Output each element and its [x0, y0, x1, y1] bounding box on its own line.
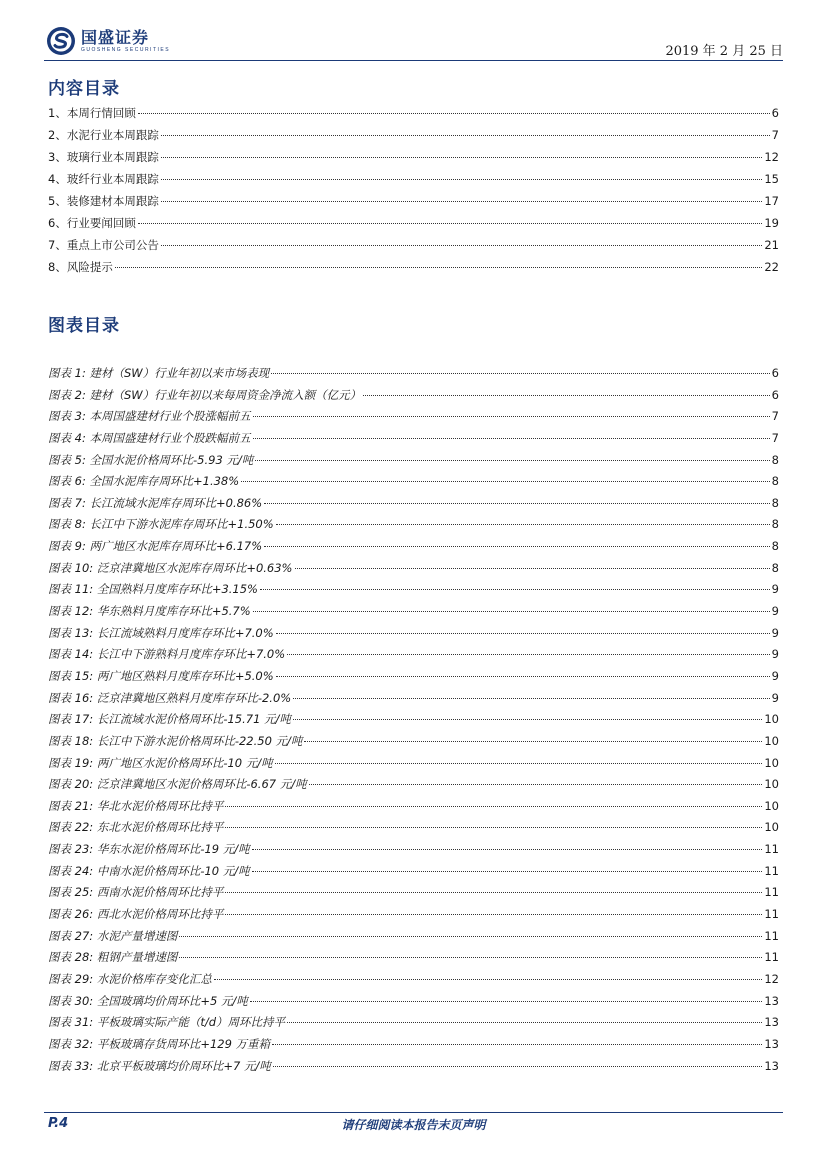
- figure-entry-page: 10: [764, 755, 779, 770]
- figures-list: [48, 365, 779, 1079]
- figure-entry-page: 8: [771, 495, 779, 510]
- figure-entry-label: 图表 25: 西南水泥价格周环比持平: [48, 885, 224, 900]
- figure-entry[interactable]: [48, 863, 779, 885]
- figure-entry[interactable]: [48, 581, 779, 603]
- dot-leader: [309, 784, 763, 785]
- dot-leader: [253, 416, 770, 417]
- dot-leader: [287, 1022, 762, 1023]
- figure-entry[interactable]: [48, 971, 779, 993]
- contents-entry-label: 1、本周行情回顾: [48, 106, 136, 120]
- figure-entry-page: 9: [771, 604, 779, 619]
- figure-entry[interactable]: [48, 690, 779, 712]
- contents-entry[interactable]: [48, 127, 779, 149]
- figure-entry-label: 图表 1: 建材（SW）行业年初以来市场表现: [48, 366, 270, 380]
- figure-entry-page: 13: [764, 993, 779, 1008]
- contents-entry-page: 21: [764, 238, 779, 252]
- dot-leader: [161, 135, 770, 136]
- figure-entry-label: 图表 12: 华东熟料月度库存环比+5.7%: [48, 604, 251, 619]
- dot-leader: [252, 849, 763, 850]
- figure-entry-page: 9: [771, 647, 779, 662]
- contents-entry-page: 12: [764, 150, 779, 164]
- figure-entry[interactable]: [48, 516, 779, 538]
- figure-entry-label: 图表 32: 平板玻璃存货周环比+129 万重箱: [48, 1036, 271, 1051]
- figure-entry[interactable]: [48, 1036, 779, 1058]
- contents-entry[interactable]: [48, 259, 779, 281]
- figure-entry-page: 11: [764, 842, 779, 857]
- figure-entry[interactable]: [48, 668, 779, 690]
- contents-entry-page: 17: [764, 194, 779, 208]
- footer-disclaimer: 请仔细阅读本报告末页声明: [341, 1118, 486, 1132]
- figure-entry[interactable]: [48, 884, 779, 906]
- dot-leader: [253, 611, 770, 612]
- figure-entry-label: 图表 11: 全国熟料月度库存环比+3.15%: [48, 582, 258, 597]
- figure-entry[interactable]: [48, 625, 779, 647]
- figure-entry-page: 13: [764, 1058, 779, 1073]
- contents-entry-page: 7: [771, 128, 779, 142]
- figure-entry[interactable]: [48, 841, 779, 863]
- dot-leader: [179, 957, 762, 958]
- figure-entry[interactable]: [48, 949, 779, 971]
- figure-entry[interactable]: [48, 408, 779, 430]
- dot-leader: [363, 395, 770, 396]
- dot-leader: [252, 871, 763, 872]
- contents-entry-label: 2、水泥行业本周跟踪: [48, 128, 159, 142]
- dot-leader: [161, 245, 763, 246]
- figure-entry-label: 图表 20: 泛京津冀地区水泥价格周环比-6.67 元/吨: [48, 777, 307, 792]
- figure-entry-label: 图表 33: 北京平板玻璃均价周环比+7 元/吨: [48, 1058, 271, 1073]
- figure-entry-page: 11: [764, 907, 779, 922]
- figure-entry-label: 图表 26: 西北水泥价格周环比持平: [48, 907, 224, 922]
- dot-leader: [260, 589, 770, 590]
- dot-leader: [225, 892, 762, 893]
- contents-title: 内容目录: [48, 79, 120, 99]
- figure-entry[interactable]: [48, 646, 779, 668]
- figure-entry-label: 图表 13: 长江流域熟料月度库存环比+7.0%: [48, 625, 274, 640]
- figure-entry-label: 图表 16: 泛京津冀地区熟料月度库存环比-2.0%: [48, 690, 292, 705]
- contents-entry[interactable]: [48, 105, 779, 127]
- figure-entry-page: 10: [764, 820, 779, 835]
- dot-leader: [264, 503, 770, 504]
- figure-entry-page: 9: [771, 668, 779, 683]
- figure-entry-label: 图表 30: 全国玻璃均价周环比+5 元/吨: [48, 993, 248, 1008]
- figure-entry-page: 13: [764, 1015, 779, 1030]
- figure-entry-page: 8: [771, 452, 779, 467]
- figure-entry-page: 10: [764, 712, 779, 727]
- dot-leader: [225, 827, 762, 828]
- dot-leader: [275, 763, 763, 764]
- figure-entry-label: 图表 8: 长江中下游水泥库存周环比+1.50%: [48, 517, 274, 532]
- contents-entry-label: 3、玻璃行业本周跟踪: [48, 150, 159, 164]
- dot-leader: [272, 1044, 762, 1045]
- contents-entry[interactable]: [48, 237, 779, 259]
- figure-entry-label: 图表 22: 东北水泥价格周环比持平: [48, 820, 224, 835]
- figure-entry-page: 9: [771, 625, 779, 640]
- dot-leader: [161, 201, 763, 202]
- figure-entry[interactable]: [48, 495, 779, 517]
- figure-entry[interactable]: [48, 711, 779, 733]
- figure-entry-page: 10: [764, 798, 779, 813]
- figure-entry[interactable]: [48, 1058, 779, 1080]
- contents-entry-label: 6、行业要闻回顾: [48, 216, 136, 230]
- figure-entry-label: 图表 19: 两广地区水泥价格周环比-10 元/吨: [48, 755, 273, 770]
- figure-entry-page: 8: [771, 474, 779, 489]
- brand-name-cn: 国盛证券: [81, 27, 150, 47]
- figure-entry[interactable]: [48, 906, 779, 928]
- figure-entry-label: 图表 18: 长江中下游水泥价格周环比-22.50 元/吨: [48, 733, 303, 748]
- dot-leader: [241, 481, 770, 482]
- figure-entry-label: 图表 29: 水泥价格库存变化汇总: [48, 971, 212, 986]
- contents-list: [48, 105, 779, 281]
- dot-leader: [138, 223, 763, 224]
- brand-logo-icon: [46, 26, 76, 56]
- figure-entry-page: 11: [764, 928, 779, 943]
- dot-leader: [293, 698, 769, 699]
- figure-entry-page: 9: [771, 582, 779, 597]
- figure-entry-page: 9: [771, 690, 779, 705]
- figure-entry-label: 图表 7: 长江流域水泥库存周环比+0.86%: [48, 495, 263, 510]
- dot-leader: [293, 719, 762, 720]
- figure-entry-page: 8: [771, 560, 779, 575]
- figure-entry[interactable]: [48, 1014, 779, 1036]
- figure-entry-label: 图表 10: 泛京津冀地区水泥库存周环比+0.63%: [48, 560, 293, 575]
- figure-entry[interactable]: [48, 776, 779, 798]
- figure-entry-label: 图表 14: 长江中下游熟料月度库存环比+7.0%: [48, 647, 286, 662]
- figure-entry-label: 图表 24: 中南水泥价格周环比-10 元/吨: [48, 863, 250, 878]
- dot-leader: [255, 460, 769, 461]
- figure-entry-page: 13: [764, 1036, 779, 1051]
- figure-entry-page: 6: [771, 387, 779, 402]
- contents-entry-page: 15: [764, 172, 779, 186]
- dot-leader: [273, 1066, 763, 1067]
- figure-entry-page: 10: [764, 777, 779, 792]
- dot-leader: [271, 373, 770, 374]
- dot-leader: [276, 676, 770, 677]
- figure-entry-label: 图表 23: 华东水泥价格周环比-19 元/吨: [48, 842, 250, 857]
- figure-entry-page: 8: [771, 539, 779, 554]
- contents-entry[interactable]: [48, 171, 779, 193]
- figure-entry[interactable]: [48, 993, 779, 1015]
- contents-entry-label: 7、重点上市公司公告: [48, 238, 159, 252]
- figure-entry-page: 6: [771, 366, 779, 380]
- dot-leader: [304, 741, 762, 742]
- dot-leader: [225, 806, 762, 807]
- footer-page-number: P.4: [48, 1116, 69, 1131]
- figure-entry-page: 8: [771, 517, 779, 532]
- dot-leader: [276, 524, 770, 525]
- contents-entry-page: 19: [764, 216, 779, 230]
- contents-entry-page: 22: [764, 260, 779, 274]
- figure-entry[interactable]: [48, 452, 779, 474]
- figure-entry-label: 图表 9: 两广地区水泥库存周环比+6.17%: [48, 539, 263, 554]
- contents-entry[interactable]: [48, 193, 779, 215]
- footer-divider: [44, 1112, 783, 1113]
- dot-leader: [115, 267, 763, 268]
- figure-entry-page: 11: [764, 950, 779, 965]
- dot-leader: [161, 157, 763, 158]
- page-header: [44, 24, 783, 62]
- dot-leader: [138, 113, 770, 114]
- figures-title: 图表目录: [48, 316, 120, 336]
- figure-entry-label: 图表 17: 长江流域水泥价格周环比-15.71 元/吨: [48, 712, 291, 727]
- dot-leader: [276, 633, 770, 634]
- figure-entry-label: 图表 27: 水泥产量增速图: [48, 928, 178, 943]
- figure-entry-page: 11: [764, 885, 779, 900]
- figure-entry-label: 图表 28: 粗钢产量增速图: [48, 950, 178, 965]
- figure-entry-label: 图表 5: 全国水泥价格周环比-5.93 元/吨: [48, 452, 254, 467]
- figure-entry-label: 图表 3: 本周国盛建材行业个股涨幅前五: [48, 409, 251, 424]
- figure-entry[interactable]: [48, 928, 779, 950]
- brand-name-en: GUOSHENG SECURITIES: [81, 46, 171, 53]
- contents-entry-label: 5、装修建材本周跟踪: [48, 194, 159, 208]
- figure-entry[interactable]: [48, 560, 779, 582]
- figure-entry[interactable]: [48, 819, 779, 841]
- dot-leader: [253, 438, 770, 439]
- contents-entry-label: 4、玻纤行业本周跟踪: [48, 172, 159, 186]
- figure-entry-label: 图表 2: 建材（SW）行业年初以来每周资金净流入额（亿元）: [48, 387, 362, 402]
- figure-entry[interactable]: [48, 365, 779, 387]
- figure-entry-page: 12: [764, 971, 779, 986]
- figure-entry-page: 7: [771, 430, 779, 445]
- dot-leader: [264, 546, 770, 547]
- dot-leader: [161, 179, 763, 180]
- contents-entry-label: 8、风险提示: [48, 260, 113, 274]
- contents-entry[interactable]: [48, 149, 779, 171]
- dot-leader: [179, 936, 762, 937]
- dot-leader: [287, 654, 770, 655]
- figure-entry[interactable]: [48, 538, 779, 560]
- figure-entry[interactable]: [48, 603, 779, 625]
- header-divider: [44, 60, 783, 61]
- figure-entry-label: 图表 31: 平板玻璃实际产能（t/d）周环比持平: [48, 1015, 286, 1030]
- figure-entry[interactable]: [48, 387, 779, 409]
- report-date: 2019 年 2 月 25 日: [665, 44, 783, 59]
- figure-entry-page: 7: [771, 409, 779, 424]
- figure-entry[interactable]: [48, 473, 779, 495]
- dot-leader: [214, 979, 763, 980]
- figure-entry-page: 11: [764, 863, 779, 878]
- figure-entry-label: 图表 6: 全国水泥库存周环比+1.38%: [48, 474, 240, 489]
- contents-entry-page: 6: [771, 106, 779, 120]
- dot-leader: [250, 1001, 763, 1002]
- contents-entry[interactable]: [48, 215, 779, 237]
- dot-leader: [225, 914, 762, 915]
- figure-entry[interactable]: [48, 798, 779, 820]
- figure-entry-label: 图表 4: 本周国盛建材行业个股跌幅前五: [48, 430, 251, 445]
- figure-entry-page: 10: [764, 733, 779, 748]
- brand-logo: [46, 26, 170, 56]
- figure-entry[interactable]: [48, 755, 779, 777]
- figure-entry-label: 图表 21: 华北水泥价格周环比持平: [48, 798, 224, 813]
- figure-entry[interactable]: [48, 733, 779, 755]
- figure-entry-label: 图表 15: 两广地区熟料月度库存环比+5.0%: [48, 668, 274, 683]
- dot-leader: [295, 568, 770, 569]
- figure-entry[interactable]: [48, 430, 779, 452]
